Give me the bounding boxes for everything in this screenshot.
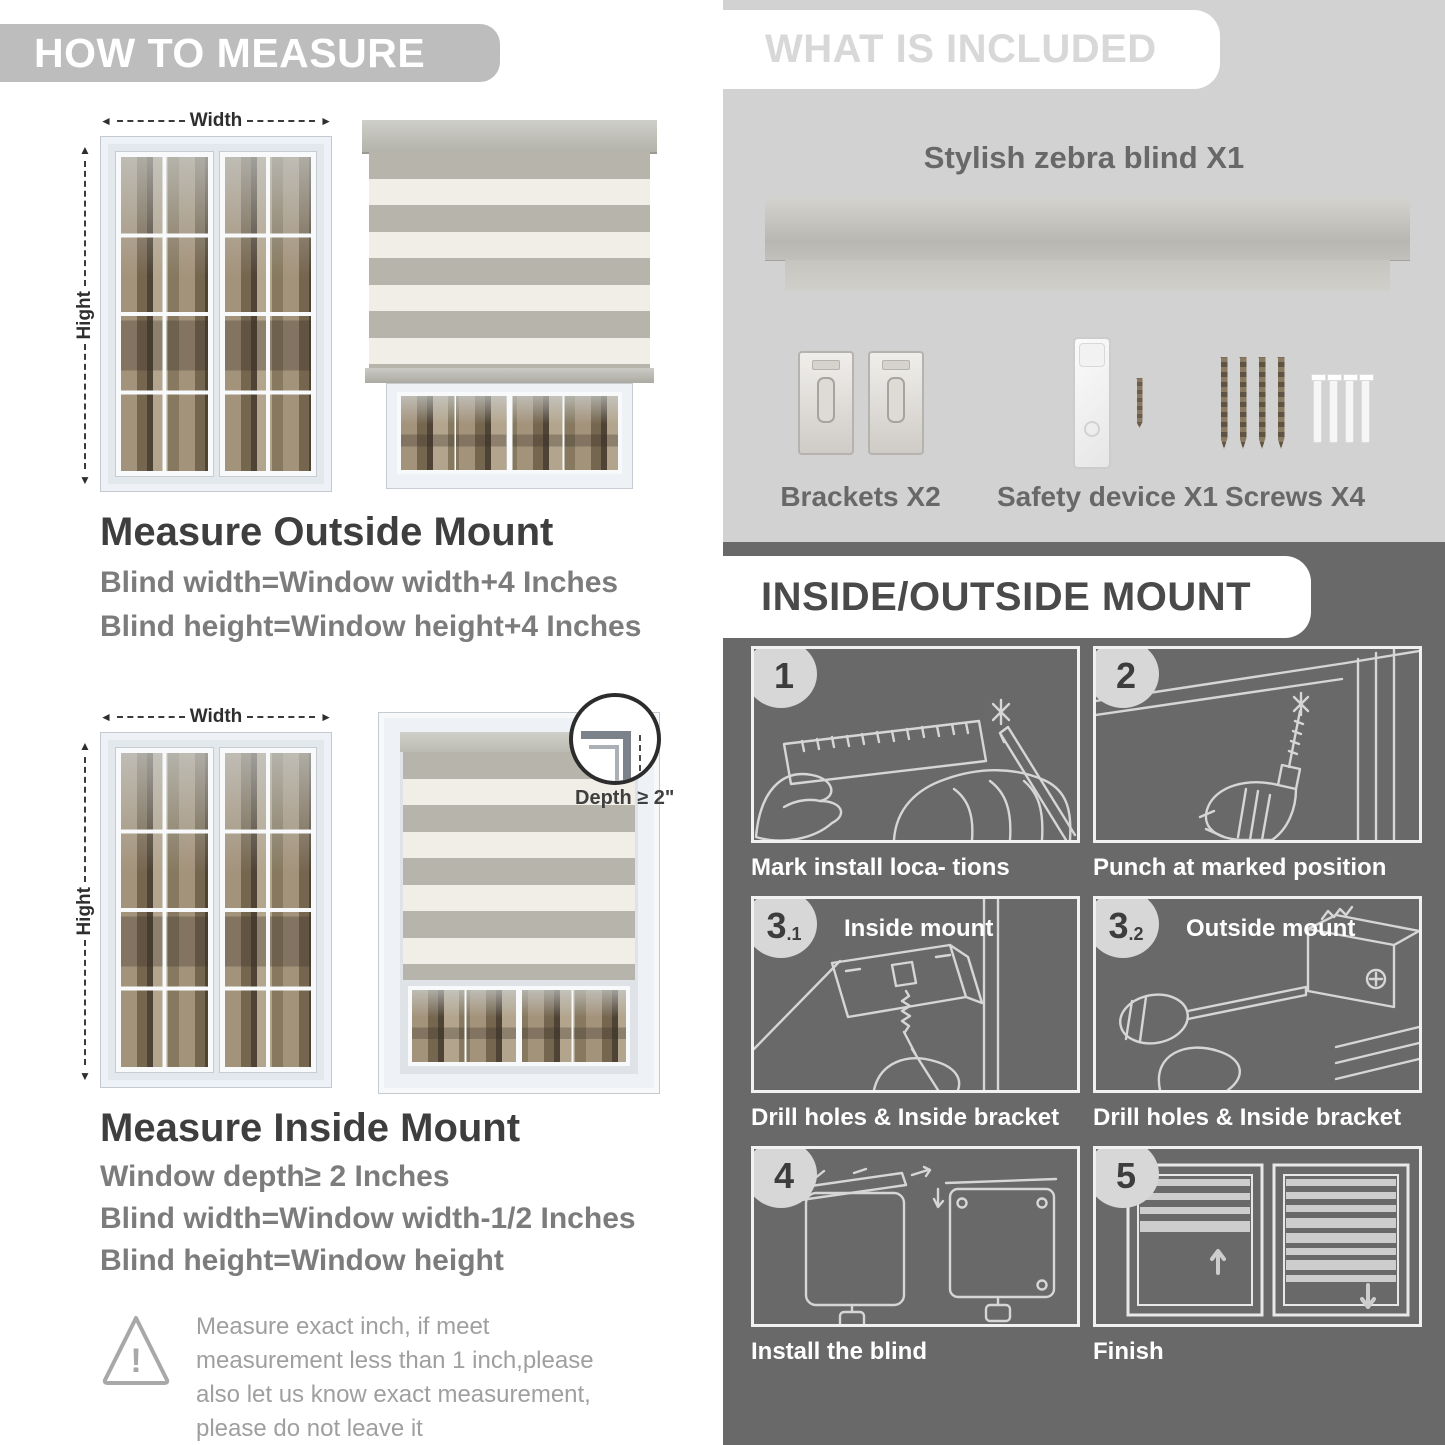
window-under-blind (408, 986, 630, 1066)
wall-anchor-icon (1345, 377, 1354, 443)
width-label: Width (189, 706, 243, 727)
what-is-included-panel (723, 0, 1445, 542)
step-badge: 3 .2 (1093, 896, 1159, 958)
window-under-blind (386, 383, 633, 489)
window-illustration-inside (74, 706, 332, 1088)
width-label: Width (189, 110, 243, 131)
inside-mount-title: Measure Inside Mount (100, 1106, 521, 1150)
inside-rule-1: Window depth≥ 2 Inches (100, 1160, 450, 1193)
arrow-up-icon: ▲ (79, 739, 91, 753)
window-photo (100, 732, 332, 1088)
outside-rule-1: Blind width=Window width+4 Inches (100, 566, 619, 599)
window-illustration-outside (74, 110, 332, 492)
step-3-2 (1093, 896, 1422, 1132)
blind-headrail (362, 120, 657, 152)
arrow-left-icon: ◄ (100, 710, 112, 724)
step-badge: 5 (1093, 1146, 1159, 1208)
step-3-2-caption: Drill holes & Inside bracket (1093, 1104, 1402, 1131)
step-badge: 2 (1093, 646, 1159, 708)
safety-device-label: Safety device X1 (996, 481, 1219, 512)
step-5 (1093, 1146, 1422, 1366)
bracket-icon (798, 351, 854, 455)
product-label: Stylish zebra blind X1 (923, 140, 1245, 175)
step-2 (1093, 646, 1422, 882)
depth-label: Depth ≥ 2" (575, 787, 675, 809)
step-badge: 3 .1 (751, 896, 817, 958)
step-5-tile (1093, 1146, 1422, 1327)
zebra-blind-outside-illustration (362, 120, 657, 489)
brackets-item (758, 333, 963, 513)
arrow-right-icon: ► (320, 710, 332, 724)
step-3-1 (751, 896, 1080, 1132)
step-4-tile (751, 1146, 1080, 1327)
inside-rule-3: Blind height=Window height (100, 1244, 504, 1277)
mount-steps-title: INSIDE/OUTSIDE MOUNT (761, 574, 1252, 619)
svg-text:!: ! (130, 1342, 142, 1380)
step-4 (751, 1146, 1080, 1366)
small-screw-icon (1137, 378, 1143, 428)
wall-anchor-icon (1313, 377, 1322, 443)
screw-icon (1221, 357, 1228, 449)
screw-icon (1259, 357, 1266, 449)
depth-magnifier-icon (569, 693, 661, 785)
blind-cassette-lower (785, 260, 1390, 291)
brackets-label: Brackets X2 (780, 481, 941, 512)
mount-steps-header (723, 556, 1311, 638)
wall-anchor-icon (1361, 377, 1370, 443)
zebra-blind-inside-illustration (378, 712, 675, 1094)
wall-anchor-icon (1329, 377, 1338, 443)
step-2-caption: Punch at marked position (1093, 854, 1387, 881)
blind-bottomrail (365, 368, 654, 383)
width-measure-arrow (100, 110, 332, 132)
inside-rule-2: Blind width=Window width-1/2 Inches (100, 1202, 636, 1235)
arrow-left-icon: ◄ (100, 114, 112, 128)
what-is-included-title: WHAT IS INCLUDED (765, 27, 1157, 71)
step-1-tile (751, 646, 1080, 843)
screws-item (1175, 333, 1415, 513)
outside-mount-label: Outside mount (1186, 915, 1356, 942)
mount-steps-panel (723, 542, 1445, 1445)
screws-image (1221, 333, 1370, 473)
step-1 (751, 646, 1080, 882)
step-3-1-tile (751, 896, 1080, 1093)
how-to-measure-title: HOW TO MEASURE (34, 29, 426, 76)
arrow-down-icon: ▼ (79, 1069, 91, 1084)
what-is-included-header (723, 10, 1220, 89)
step-5-caption: Finish (1093, 1338, 1164, 1365)
safety-device-icon (1073, 337, 1111, 469)
step-3-2-tile (1093, 896, 1422, 1093)
safety-device-image (1073, 333, 1143, 473)
step-3-1-caption: Drill holes & Inside bracket (751, 1104, 1060, 1131)
outside-mount-title: Measure Outside Mount (100, 510, 554, 554)
warning-triangle-icon (100, 1310, 172, 1388)
steps-grid (751, 646, 1422, 1366)
arrow-up-icon: ▲ (79, 143, 91, 157)
step-badge: 4 (751, 1146, 817, 1208)
window-photo (100, 136, 332, 492)
height-label: Hight (74, 886, 95, 936)
height-measure-arrow (74, 144, 96, 486)
arrow-down-icon: ▼ (79, 473, 91, 488)
bracket-icon (868, 351, 924, 455)
height-label: Hight (74, 290, 95, 340)
outside-rule-2: Blind height=Window height+4 Inches (100, 610, 642, 643)
step-2-tile (1093, 646, 1422, 843)
brackets-image (798, 333, 924, 473)
screws-label: Screws X4 (1224, 481, 1366, 512)
how-to-measure-header (0, 24, 500, 82)
blind-cassette-image (765, 198, 1410, 260)
arrow-right-icon: ► (320, 114, 332, 128)
zebra-shade (369, 152, 650, 368)
screw-icon (1240, 357, 1247, 449)
warning-text: Measure exact inch, if meet measurement less than 1 inch,please also let us know exact measurement, please do not leave it (196, 1313, 594, 1443)
step-badge: 1 (751, 646, 817, 708)
measure-warning (100, 1310, 620, 1445)
width-measure-arrow (100, 706, 332, 728)
height-measure-arrow (74, 740, 96, 1082)
step-1-caption: Mark install loca- tions (751, 854, 1010, 881)
step-4-caption: Install the blind (751, 1338, 928, 1365)
inside-mount-label: Inside mount (844, 915, 994, 942)
screw-icon (1278, 357, 1285, 449)
